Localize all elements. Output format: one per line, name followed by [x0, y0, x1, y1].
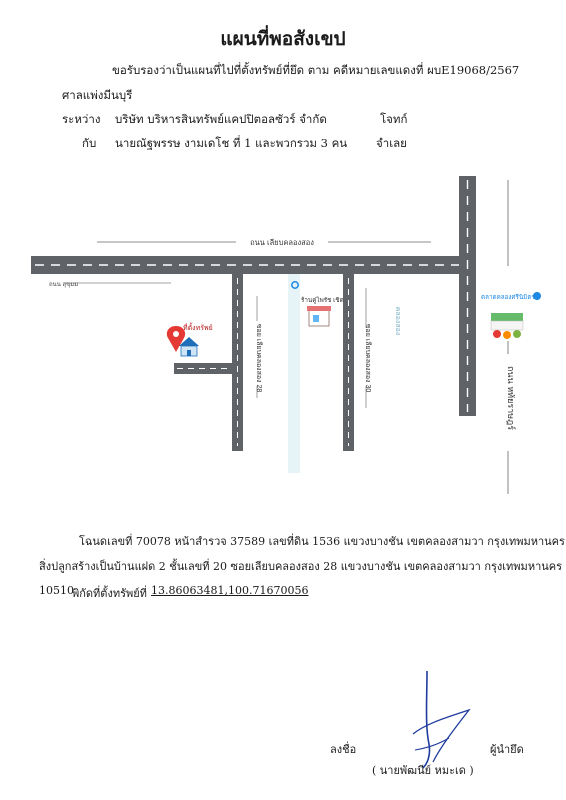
- postcode: 10510: [39, 584, 74, 597]
- between-label: ระหว่าง: [62, 112, 101, 126]
- market-label: ตลาดคลองศรีนิมิตร: [481, 294, 535, 301]
- signer-role: ผู้นำยึด: [490, 743, 524, 756]
- property-label: ที่ตั้งทรัพย์: [183, 325, 213, 332]
- deed-line: โฉนดเลขที่ 70078 หน้าสำรวจ 37589 เลขที่ดิน 1536 แขวงบางชัน เขตคลองสามวา กรุงเทพมหานคร: [79, 535, 565, 548]
- vertical-road-label: ถนน หทัยราษฎร์: [506, 365, 516, 431]
- coord-label: พิกัดที่ตั้งทรัพย์ที่: [72, 587, 147, 600]
- defendant-role: จำเลย: [376, 136, 407, 150]
- defendant-name: นายณัฐพรรษ งามเดโช ที่ 1 และพวกรวม 3 คน: [115, 136, 348, 150]
- left-road-label: ถนน สุขุมม: [49, 282, 79, 288]
- case-number: คดีหมายเลขแดงที่ ผบE19068/2567: [333, 63, 520, 77]
- coordinates: 13.86063481,100.71670056: [151, 584, 309, 597]
- location-map: [31, 176, 561, 506]
- shop-label: ร้านคู่ไพรัช เชิด: [301, 297, 344, 304]
- plaintiff-name: บริษัท บริหารสินทรัพย์แคปปิตอลซัวร์ จำกัด: [115, 112, 327, 126]
- main-road-label: ถนน เลียบคลองสอง: [250, 238, 314, 247]
- court-name: ศาลแพ่งมีนบุรี: [62, 88, 133, 102]
- soi-a-label: ซอย เลียบคลองสอง 28: [255, 323, 262, 393]
- with-label: กับ: [82, 136, 97, 150]
- signature-mark: [405, 668, 477, 770]
- canal-label: คลองสอง: [394, 306, 401, 336]
- signer-name: ( นายพัฒนีย์ หมะเด ): [372, 764, 474, 777]
- canal: [288, 273, 300, 473]
- building-line: สิ่งปลูกสร้างเป็นบ้านแฝด 2 ชั้นเลขที่ 20 ซอยเลียบคลองสอง 28 แขวงบางชัน เขตคลองสามวา กรุงเทพมหานคร: [39, 560, 563, 573]
- page-title: แผนที่พอสังเขป: [220, 28, 346, 50]
- sign-label: ลงชื่อ: [330, 743, 357, 756]
- soi-b-label: ซอย เลียบคลองสอง 30: [364, 323, 371, 393]
- certify-text: ขอรับรองว่าเป็นแผนที่ไปที่ตั้งทรัพย์ที่ยึด ตาม: [112, 63, 330, 77]
- plaintiff-role: โจทก์: [380, 112, 408, 126]
